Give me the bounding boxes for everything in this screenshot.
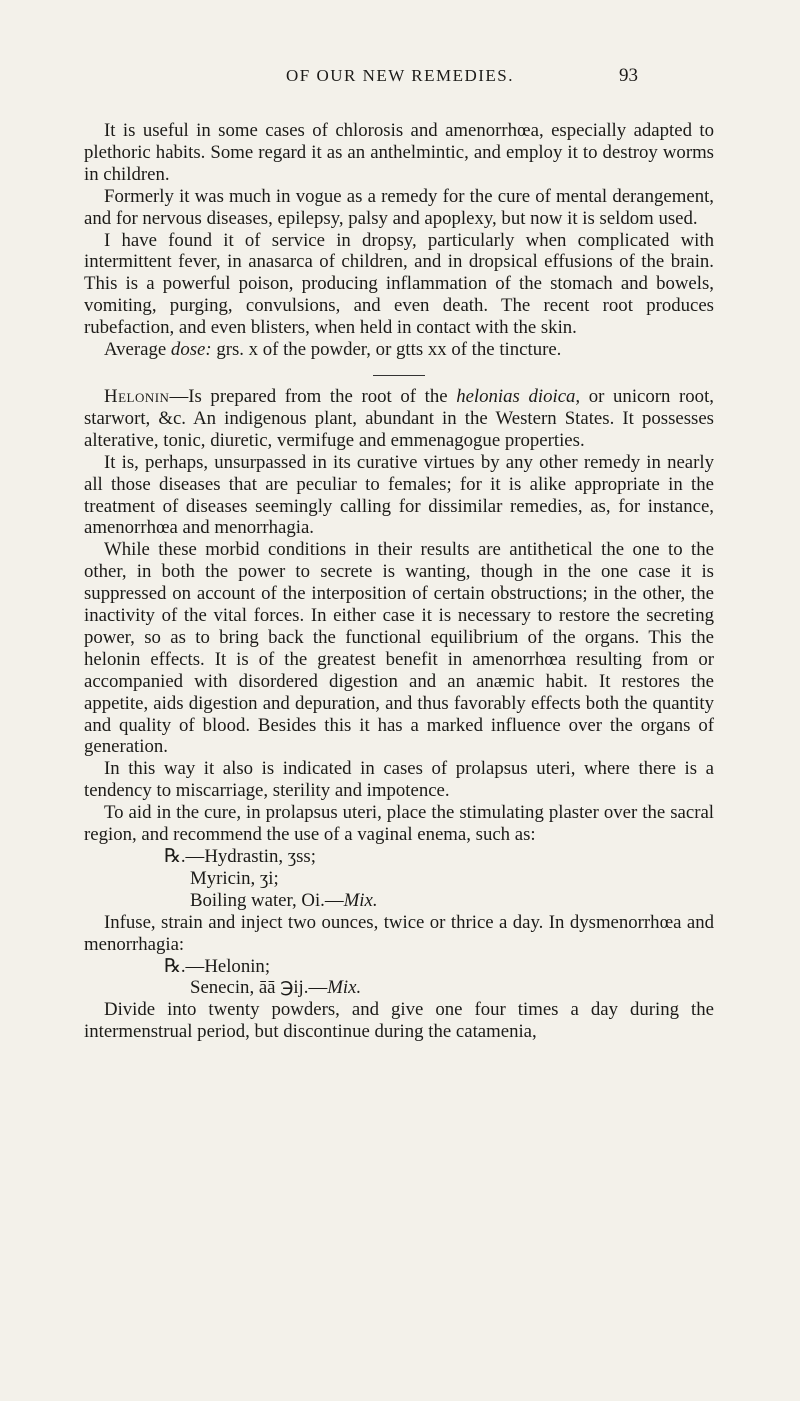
paragraph: While these morbid conditions in their results are antithetical the one to the other, in both the power to secrete is wanting, though in the one case it is suppressed on account of the interposition of certain obstructions; in the other, the inactivity of the vital forces. In either case it is necessary to restore the secreting power, so as to bring back the functional equilibrium of the organs. This the helonin effects. It is of the greatest benefit in amenorrhœa resulting from or accompanied with disordered digestion and an anæmic habit. It restores the appetite, aids digestion and depuration, and thus favorably effects both the quantity and quality of blood. Besides this it has a marked influence over the organs of generation. xyxy=(84,539,714,758)
mix-label: Mix. xyxy=(343,889,378,911)
body-text xyxy=(84,120,714,1043)
prescription-line: ℞.—Helonin; xyxy=(164,955,271,977)
species-name: helonias dioica, xyxy=(456,385,581,407)
prescription-line xyxy=(164,890,714,912)
helonin-text-b: or unicorn root, starwort, &c. An indigenous plant, abundant in the Western States. It possesses alterative, tonic, diuretic, vermifuge and emmenagogue properties. xyxy=(84,385,714,451)
paragraph: I have found it of service in dropsy, particularly when complicated with intermittent fever, in anasarca of children, and in dropsical effusions of the brain. This is a powerful poison, producing inflammation of the stomach and bowels, vomiting, purging, convulsions, and even death. The recent root produces rubefaction, and even blisters, when held in contact with the skin. xyxy=(84,229,714,339)
prescription-1 xyxy=(84,846,714,912)
paragraph: Infuse, strain and inject two ounces, twice or thrice a day. In dysmenorrhœa and menorrhagia: xyxy=(84,911,714,955)
prescription-line: Myricin, ʒi; xyxy=(190,867,279,889)
prescription-2 xyxy=(84,956,714,1000)
paragraph: It is, perhaps, unsurpassed in its curative virtues by any other remedy in nearly all those diseases that are peculiar to females; for it is alike appropriate in the treatment of diseases seemingly calling for dissimilar remedies, as, for instance, amenorrhœa and menorrhagia. xyxy=(84,451,714,539)
mix-label: Mix. xyxy=(327,977,362,999)
paragraph: It is useful in some cases of chlorosis and amenorrhœa, especially adapted to plethoric habits. Some regard it as an anthelmintic, and employ it to destroy worms in children. xyxy=(84,120,714,185)
prescription-line: ℞.—Hydrastin, ʒss; xyxy=(164,846,316,867)
section-divider xyxy=(373,375,425,376)
dose-label: dose: xyxy=(170,339,212,361)
running-head: OF OUR NEW REMEDIES. xyxy=(285,66,515,85)
page-header xyxy=(0,60,800,90)
paragraph: Formerly it was much in vogue as a remedy for the cure of mental derangement, and for nervous diseases, epilepsy, palsy and apoplexy, but now it is seldom used. xyxy=(84,185,714,229)
prescription-text: Senecin, āā ℈ij.— xyxy=(190,977,328,999)
helonin-paragraph xyxy=(84,386,714,452)
paragraph: Divide into twenty powders, and give one four times a day during the intermenstrual period, but discontinue during the catamenia, xyxy=(84,999,714,1043)
page-number: 93 xyxy=(619,65,638,86)
helonin-text-a: —Is prepared from the root of the xyxy=(169,385,448,407)
section-heading: Helonin xyxy=(104,385,170,407)
prescription-line xyxy=(164,977,714,999)
dose-prefix: Average xyxy=(104,339,167,361)
dose-paragraph xyxy=(84,339,714,361)
dose-text: grs. x of the powder, or gtts xx of the tincture. xyxy=(216,339,562,361)
paragraph: In this way it also is indicated in cases of prolapsus uteri, where there is a tendency to miscarriage, sterility and impotence. xyxy=(84,758,714,802)
paragraph: To aid in the cure, in prolapsus uteri, place the stimulating plaster over the sacral region, and recommend the use of a vaginal enema, such as: xyxy=(84,802,714,846)
prescription-text: Boiling water, Oi.— xyxy=(190,889,344,911)
